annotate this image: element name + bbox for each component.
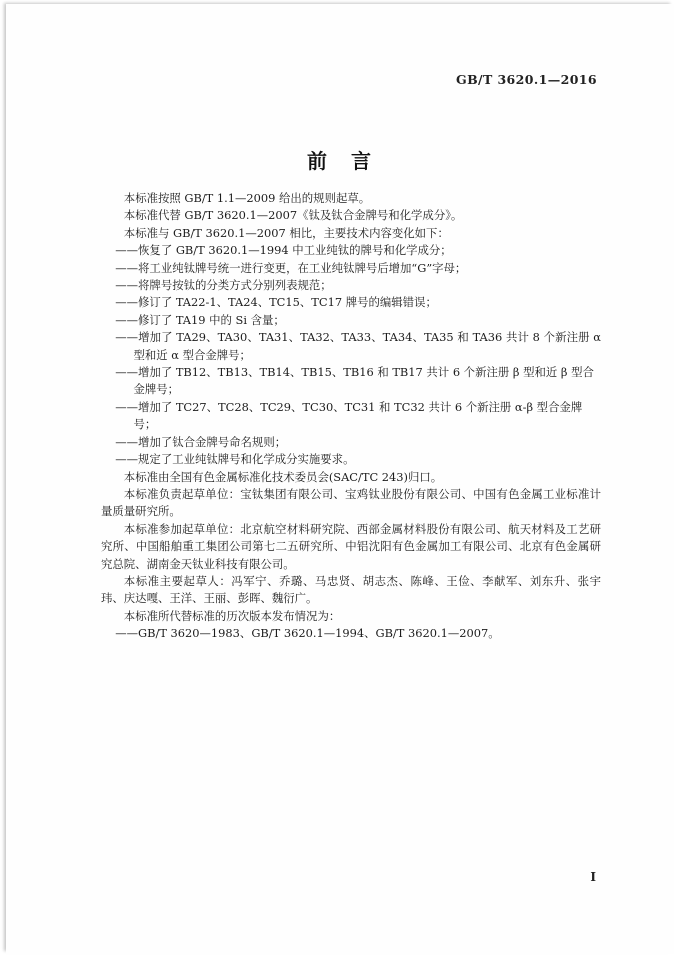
change-item: ——增加了 TC27、TC28、TC29、TC30、TC31 和 TC32 共计 6 个新注册 α-β 型合金牌号； [115,399,583,432]
change-item: ——增加了钛合金牌号命名规则； [115,434,287,449]
change-item: ——将工业纯钛牌号统一进行变更，在工业纯钛牌号后增加“G”字母； [115,260,467,275]
change-item: ——修订了 TA22-1、TA24、TC15、TC17 牌号的编辑错误； [115,295,437,310]
responsible-drafters-paragraph: 本标准负责起草单位：宝钛集团有限公司、宝鸡钛业股份有限公司、中国有色金属工业标准计量质量研究所。 [101,486,601,519]
running-header-standard-number: GB/T 3620.1—2016 [456,72,597,87]
change-item: ——规定了工业纯钛牌号和化学成分实施要求。 [115,452,355,467]
change-item: ——恢复了 GB/T 3620.1—1994 中工业纯钛的牌号和化学成分； [115,243,452,258]
history-item: ——GB/T 3620—1983、GB/T 3620.1—1994、GB/T 3620.1—2007。 [115,626,500,641]
intro-paragraph-2: 本标准代替 GB/T 3620.1—2007《钛及钛合金牌号和化学成分》。 [123,208,463,223]
intro-paragraph-3: 本标准与 GB/T 3620.1—2007 相比，主要技术内容变化如下： [123,225,449,240]
administration-paragraph: 本标准由全国有色金属标准化技术委员会(SAC/TC 243)归口。 [123,469,443,484]
change-item: ——增加了 TA29、TA30、TA31、TA32、TA33、TA34、TA35 和 TA36 共计 8 个新注册 α 型和近 α 型合金牌号； [115,330,601,362]
page-title: 前 言 [307,149,373,174]
document-page [6,4,674,954]
change-item: ——将牌号按钛的分类方式分别列表规范； [115,278,332,293]
history-lead-paragraph: 本标准所代替标准的历次版本发布情况为： [123,608,341,623]
foreword-body [101,190,601,643]
participating-drafters-paragraph: 本标准参加起草单位：北京航空材料研究院、西部金属材料股份有限公司、航天材料及工艺研究所、中国船舶重工集团公司第七二五研究所、中铝沈阳有色金属加工有限公司、北京有色金属研究总院、湖南金天钛业科技有限公司。 [101,521,601,571]
change-item: ——增加了 TB12、TB13、TB14、TB15、TB16 和 TB17 共计 6 个新注册 β 型和近 β 型合金牌号； [115,365,594,397]
change-item: ——修订了 TA19 中的 Si 含量； [115,312,285,327]
intro-paragraph-1: 本标准按照 GB/T 1.1—2009 给出的规则起草。 [123,191,371,205]
page-number: I [590,870,596,884]
main-drafters-paragraph: 本标准主要起草人：冯军宁、乔璐、马忠贤、胡志杰、陈峰、王俭、李献军、刘东升、张宇玮、庆达嘎、王洋、王丽、彭晖、魏衍广。 [101,573,601,606]
